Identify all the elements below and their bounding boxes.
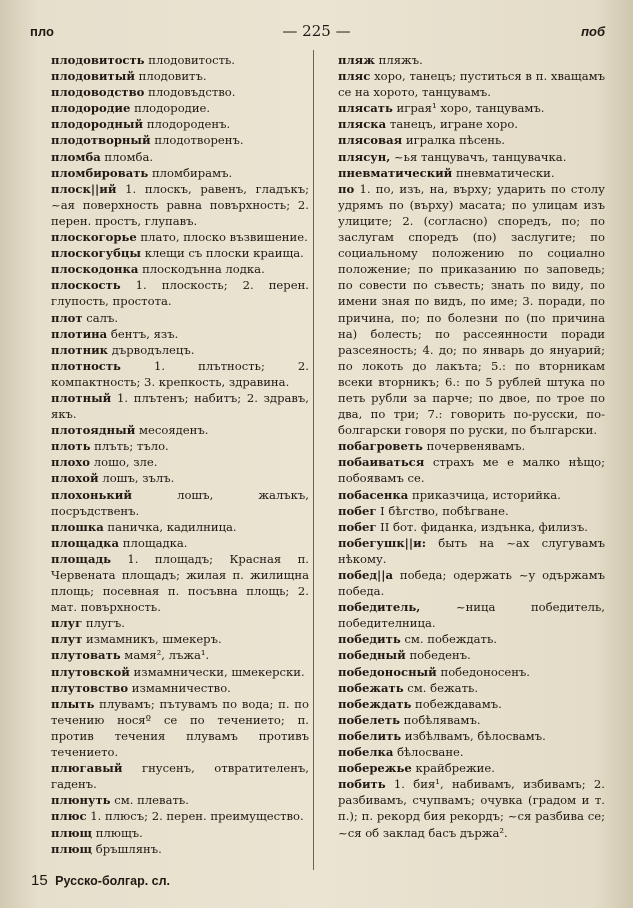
dictionary-entry: плохонький лошъ, жалъкъ, посръдственъ. [51,487,309,518]
dictionary-entry: плодоводство плодовъдство. [51,85,236,100]
dictionary-entry: побелка бѣлосване. [338,745,464,760]
page-header [0,22,633,44]
dictionary-entry: побелеть побѣлявамъ. [338,712,481,727]
dictionary-entry: плохо лошо, зле. [51,455,158,470]
dictionary-entry: по 1. по, изъ, на, върху; ударить по столу удрямъ по (върху) масата; по улицам изъ улиците; 2. (согласно) споредъ, по; по заслугам споредъ (по) заслугите; по социальному положению по социално положение; по приказанию по заповедь; по совести по съвесть; знать по виду, по имени зная по видъ, по име; 3. поради, по причина, по; по болезни по (по причина на) болесть; по рассеянности поради разсеяность; 4. до; по январь до януарий; по локоть до лакъта; 5.: по вторникам всеки вторникъ; 6.: по 5 рублей штука по петь рубли за парче; по двое, по трое по два, по три; 7.: говорить по-русски, по-болгарски говоря по руски, по български. [338,181,605,438]
dictionary-entry: побег I бѣгство, побѣгване. [338,503,509,518]
dictionary-entry: плотность 1. плътность; 2. компактность; 3. крепкость, здравина. [51,358,309,389]
dictionary-entry: побежать см. бежать. [338,680,479,695]
footer-title: Русско-болгар. сл. [55,874,171,888]
dictionary-entry: пломбировать пломбирамъ. [51,165,233,180]
dictionary-entry: плоскогорье плато, плоско възвишение. [51,230,308,245]
dictionary-entry: плотоядный месояденъ. [51,423,209,438]
dictionary-entry: площадь 1. площадъ; Красная п. Червената площадъ; жилая п. жилищна площь; посевная п. посъвна площь; 2. мат. повърхность. [51,551,309,615]
dictionary-entry: плюс 1. плюсъ; 2. перен. преимущество. [51,809,304,824]
dictionary-entry: плутовской измамнически, шмекерски. [51,664,305,679]
dictionary-entry: победитель, ~ница победитель, победителница. [338,600,605,631]
dictionary-entry: победоносный победоносенъ. [338,664,530,679]
dictionary-entry: побасенка приказчица, историйка. [338,487,561,502]
dictionary-entry: побережье крайбрежие. [338,761,495,776]
dictionary-entry: плоскогубцы клещи съ плоски краища. [51,246,304,261]
dictionary-entry: плот салъ. [51,310,119,325]
dictionary-entry: плутовство измамничество. [51,680,231,695]
dictionary-entry: плутовать мамя², лъжа¹. [51,648,210,663]
dictionary-entry: плотник дърводълецъ. [51,342,195,357]
dictionary-entry: плющ плющъ. [51,825,143,840]
dictionary-entry: побеждать побеждавамъ. [338,696,502,711]
dictionary-entry: плодородный плодороденъ. [51,117,231,132]
header-guide-word-left: пло [30,24,54,39]
page-number: — 225 — [282,22,351,40]
dictionary-entry: плясать играя¹ хоро, танцувамъ. [338,101,545,116]
dictionary-entry: пляс хоро, танецъ; пуститься в п. хващамъ се на хорото, танцувамъ. [338,69,605,100]
dictionary-entry: плыть плувамъ; пътувамъ по вода; п. по течению носяº се по течението; п. против течения плувамъ противъ течението. [51,696,309,760]
dictionary-entry: побегушк||и: быть на ~ах слугувамъ нѣкому. [338,535,605,566]
dictionary-entry: плоскость 1. плоскость; 2. перен. глупость, простота. [51,278,309,309]
dictionary-entry: плюнуть см. плевать. [51,793,189,808]
dictionary-entry: побаиваться страхъ ме е малко нѣщо; побоявамъ се. [338,455,605,486]
signature-mark: 15 [31,872,48,889]
dictionary-entry: плохой лошъ, зълъ. [51,471,175,486]
dictionary-entry: побег II бот. фиданка, издънка, филизъ. [338,519,588,534]
dictionary-entry: победный победенъ. [338,648,471,663]
dictionary-entry: пляж пляжъ. [338,53,423,67]
dictionary-entry: пляска танецъ, игране хоро. [338,117,518,132]
dictionary-entry: пломба пломба. [51,149,154,164]
dictionary-entry: побелить избѣлвамъ, бѣлосвамъ. [338,728,546,743]
dictionary-entry: плошка паничка, кадилница. [51,519,237,534]
dictionary-entry: площадка площадка. [51,535,188,550]
dictionary-entry: плодовитый плодовитъ. [51,69,207,84]
dictionary-entry: побед||а победа; одержать ~у одържамъ победа. [338,568,605,599]
column-divider [313,50,314,870]
dictionary-entry: плоск||ий 1. плоскъ, равенъ, гладъкъ; ~ая поверхность равна повърхность; 2. перен. простъ, глупавъ. [51,181,309,228]
header-guide-word-right: поб [581,24,605,39]
dictionary-entry: победить см. побеждать. [338,632,497,647]
dictionary-entry: побагроветь почервенявамъ. [338,439,526,454]
dictionary-entry: пневматический пневматически. [338,165,555,180]
dictionary-entry: плодотворный плодотворенъ. [51,133,244,148]
left-column [31,52,309,857]
dictionary-entry: плотина бентъ, язъ. [51,326,179,341]
dictionary-entry: плут измамникъ, шмекеръ. [51,632,222,647]
dictionary-entry: плоскодонка плоскодънна лодка. [51,262,265,277]
dictionary-entry: плющ бръшлянъ. [51,841,162,856]
right-column [318,52,605,841]
dictionary-entry: плясун, ~ья танцувачъ, танцувачка. [338,149,567,164]
page-footer [31,872,170,889]
dictionary-entry: плоть плъть; тъло. [51,439,169,454]
dictionary-entry: плотный 1. плътенъ; набитъ; 2. здравъ, якъ. [51,390,309,422]
dictionary-entry: побить 1. бия¹, набивамъ, избивамъ; 2. разбивамъ, счупвамъ; очувка (градом и т. п.); п. рекорд бия рекордъ; ~ся разбива се; ~ся об заклад басъ държа². [338,777,605,840]
dictionary-entry: плюгавый гнусенъ, отвратителенъ, гаденъ. [51,761,309,792]
dictionary-entry: плуг плугъ. [51,616,125,631]
dictionary-entry: плодовитость плодовитость. [51,53,235,67]
dictionary-entry: плодородие плодородие. [51,101,211,116]
dictionary-entry: плясовая игралка пѣсень. [338,133,505,148]
